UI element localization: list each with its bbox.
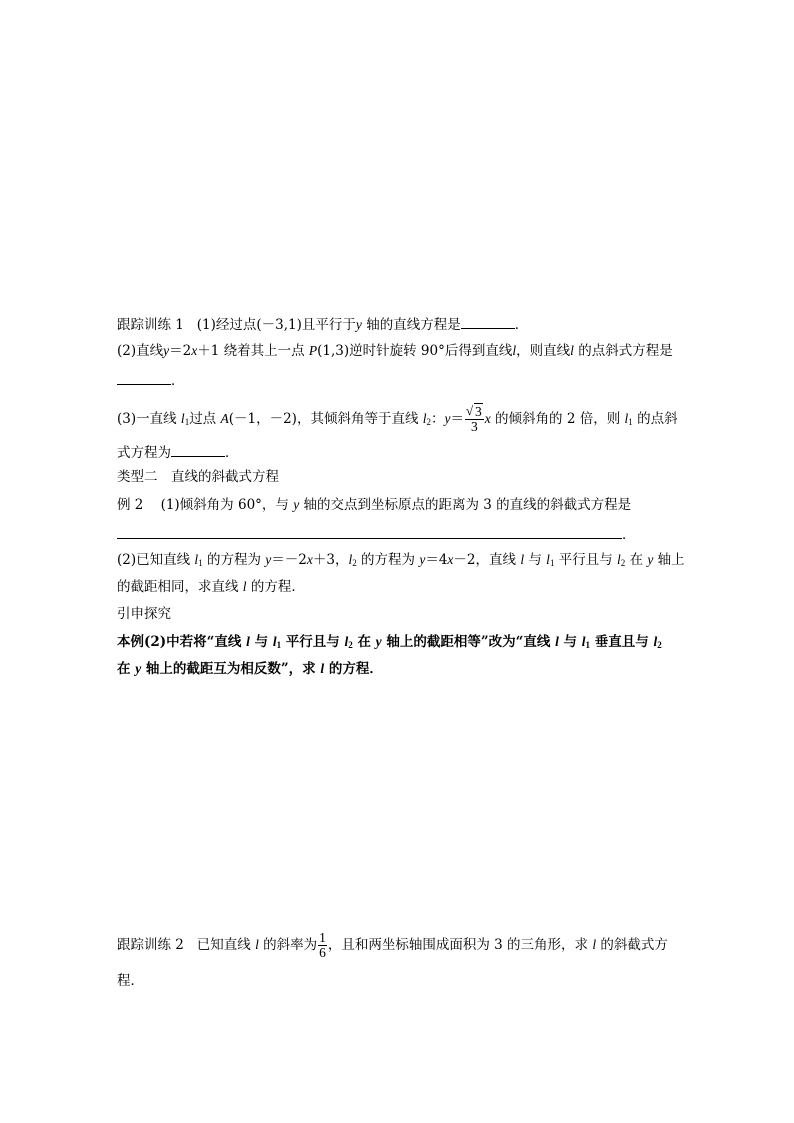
exercise2-label: 跟踪训练 2 bbox=[117, 937, 184, 953]
exercise1-label: 跟踪训练 1 bbox=[117, 317, 184, 333]
exercise2-line1: 跟踪训练 2 已知直线 l 的斜率为 $\frac{1}{6}$ ，且和两坐标轴围成面积为 3 的三角形，求 l 的斜截式方 bbox=[117, 930, 668, 960]
exercise1-part2-blank-line: ． bbox=[117, 370, 185, 390]
exercise1-part1: 跟踪训练 1 (1)经过点(－3,1)且平行于y 轴的直线方程是 ． bbox=[117, 314, 528, 334]
example2-part1: 例 2 (1)倾斜角为 60°，与 y 轴的交点到坐标原点的距离为 3 的直线的斜截式方程是 bbox=[117, 497, 632, 513]
fraction-sqrt3-over-3: √ 3 3 bbox=[466, 403, 482, 434]
example2-label: 例 2 bbox=[117, 497, 144, 513]
answer-blank bbox=[171, 442, 225, 457]
exercise1-part3-line2: 式方程为 ． bbox=[117, 442, 239, 462]
example2-part2-line2: 的截距相同，求直线 l 的方程． bbox=[117, 579, 305, 595]
exercise1-part3: (3)一直线 $l_1$过点 A(－1，－2)，其倾斜角等于直线 $l_2$：y＝ √ 3 3 x 的倾斜角的 2 倍，则 $l_1$ 的点斜 bbox=[117, 403, 678, 434]
extension-line1: 本例(2)中若将“直线 l 与 $l_1$ 平行且与 $l_2$ 在 y 轴上的截距相等”改为“直线 l 与 $l_1$ 垂直且与 $l_2$ bbox=[117, 634, 662, 650]
extension-title: 引申探究 bbox=[117, 606, 171, 622]
answer-blank bbox=[461, 314, 515, 329]
fraction-one-sixth: $\frac{1}{6}$ bbox=[319, 930, 326, 960]
exercise2-line2: 程． bbox=[117, 973, 144, 989]
section-title: 类型二 直线的斜截式方程 bbox=[117, 469, 279, 485]
answer-blank bbox=[117, 370, 171, 385]
exercise1-part2: (2)直线y＝2x＋1 绕着其上一点 P(1,3)逆时针旋转 90°后得到直线l，则直线l 的点斜式方程是 bbox=[117, 343, 673, 359]
example2-part2: (2)已知直线 $l_1$ 的方程为 y＝－2x＋3，$l_2$ 的方程为 y＝4x－2，直线 l 与 $l_1$ 平行且与 $l_2$ 在 y 轴上 bbox=[117, 552, 685, 568]
answer-blank bbox=[117, 524, 622, 539]
example2-part1-blank-line: ． bbox=[117, 524, 636, 544]
extension-line2: 在 y 轴上的截距互为相反数”，求 l 的方程． bbox=[117, 661, 383, 677]
